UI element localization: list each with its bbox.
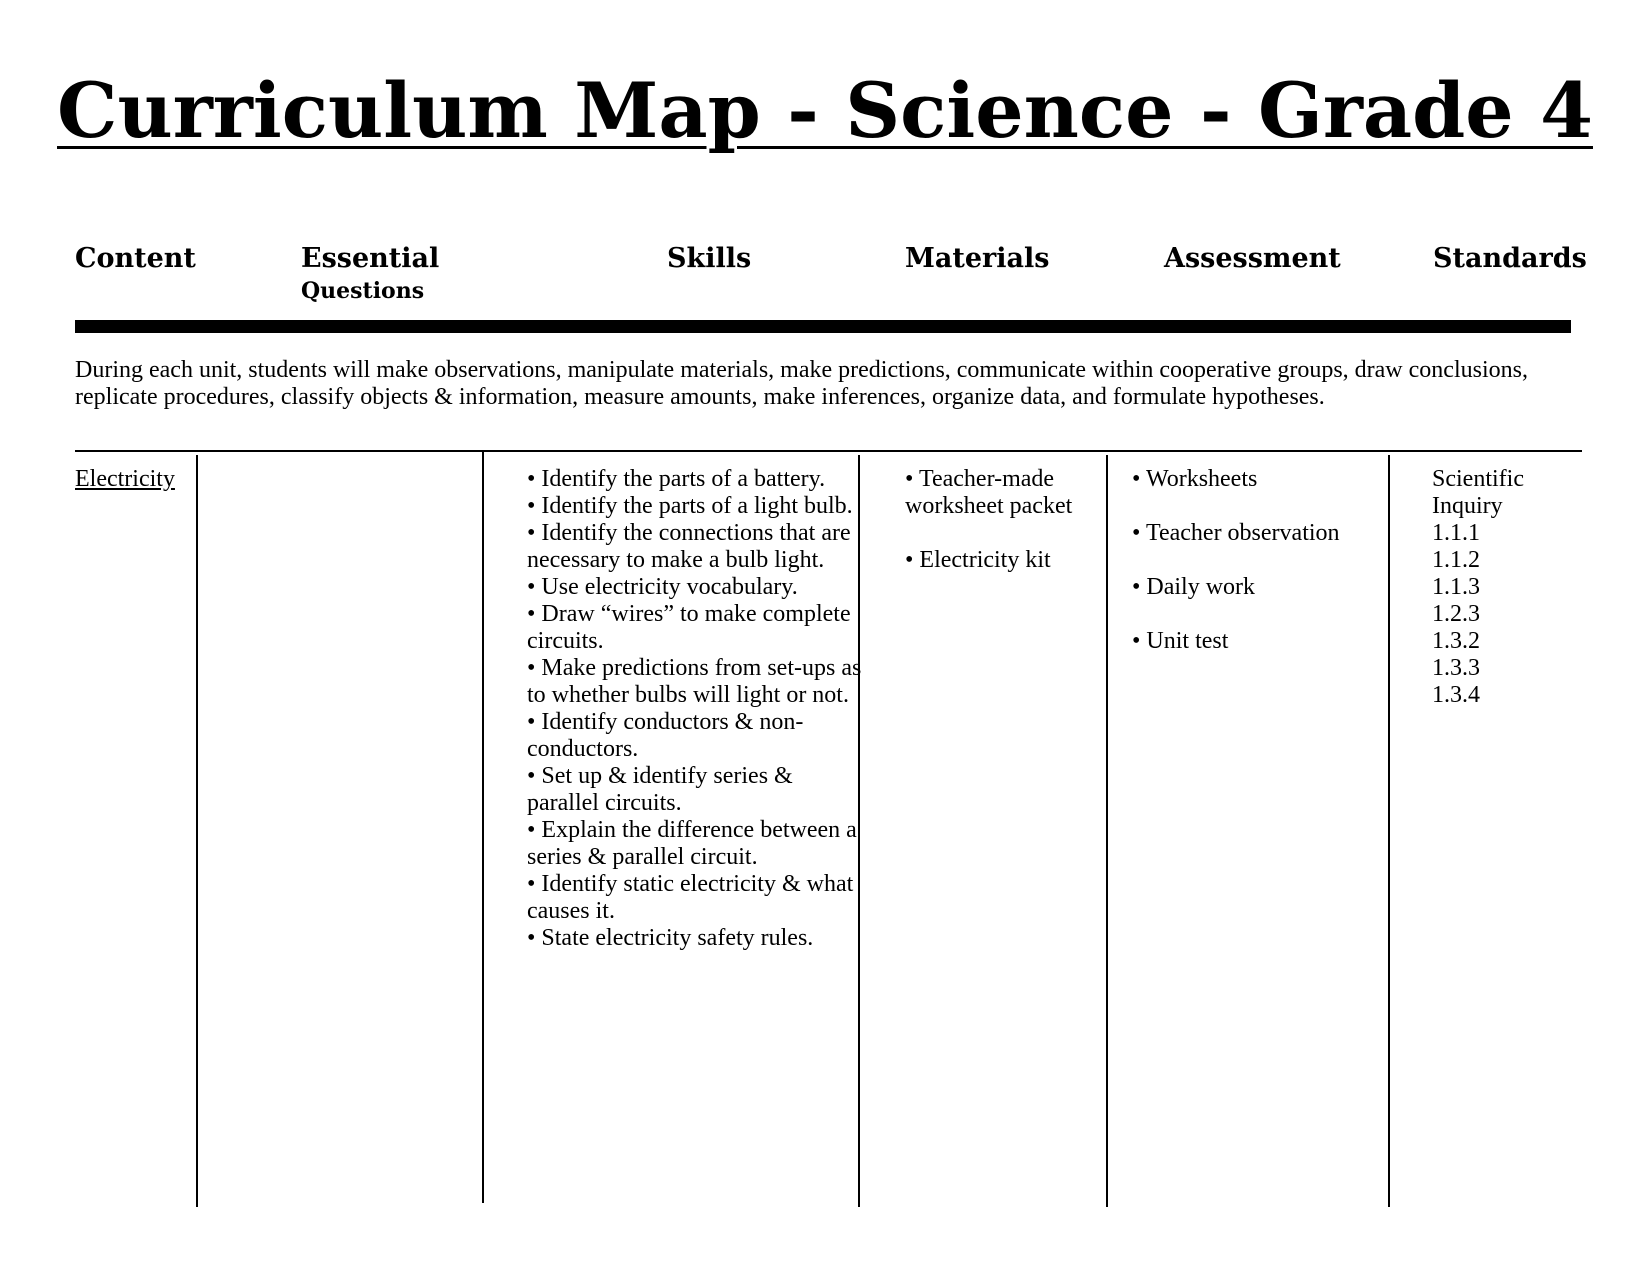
assessment-item: • Daily work [1132,574,1256,600]
standard-code: 1.1.1 [1432,520,1480,546]
standard-code: 1.1.2 [1432,547,1480,573]
skill-item: • Identify the connections that are necessary to make a bulb light. [527,520,851,573]
header-skills: Skills [667,243,752,274]
header-materials: Materials [905,243,1050,274]
header-standards: Standards [1433,243,1587,274]
assessment-cell [1132,466,1387,682]
column-divider [1388,455,1390,1207]
skill-item: • Identify the parts of a battery. [527,466,826,492]
skills-cell [527,466,867,952]
assessment-list [1132,466,1387,655]
header-essential: Essential [301,243,440,274]
skill-item: • Set up & identify series & parallel circuits. [527,763,793,816]
row-divider [75,450,1582,452]
standard-code: 1.1.3 [1432,574,1480,600]
header-essential-questions: Questions [301,278,425,304]
standard-code: 1.3.4 [1432,682,1480,708]
skill-item: • State electricity safety rules. [527,925,814,951]
header-divider [75,320,1571,333]
standards-list [1432,520,1542,709]
column-divider [196,455,198,1207]
material-item: • Electricity kit [905,547,1051,573]
column-divider [482,451,484,1203]
skill-item: • Make predictions from set-ups as to whether bulbs will light or not. [527,655,862,708]
skill-item: • Identify conductors & non-conductors. [527,709,804,762]
skill-item: • Explain the difference between a series & parallel circuit. [527,817,857,870]
standards-label: Scientific Inquiry [1432,466,1524,519]
standards-cell [1432,466,1542,709]
skill-item: • Identify static electricity & what causes it. [527,871,854,924]
content-cell [75,466,175,493]
content-electricity-link[interactable]: Electricity [75,466,175,492]
standard-code: 1.3.3 [1432,655,1480,681]
skill-item: • Use electricity vocabulary. [527,574,798,600]
standard-code: 1.2.3 [1432,601,1480,627]
column-divider [1106,455,1108,1207]
material-item: • Teacher-made worksheet packet [905,466,1073,519]
assessment-item: • Teacher observation [1132,520,1340,546]
page-title: Curriculum Map - Science - Grade 4 [57,66,1593,155]
materials-list [905,466,1100,574]
header-content: Content [75,243,196,274]
assessment-item: • Unit test [1132,628,1229,654]
intro-paragraph: During each unit, students will make observations, manipulate materials, make predictions, communicate within cooperative groups, draw conclusions, replicate procedures, classify objects & information, measure amounts, make inferences, organize data, and formulate hypotheses. [75,357,1528,410]
skill-item: • Draw “wires” to make complete circuits. [527,601,851,654]
skills-list [527,466,867,952]
assessment-item: • Worksheets [1132,466,1258,492]
standard-code: 1.3.2 [1432,628,1480,654]
materials-cell [905,466,1100,601]
skill-item: • Identify the parts of a light bulb. [527,493,853,519]
header-assessment: Assessment [1164,243,1341,274]
